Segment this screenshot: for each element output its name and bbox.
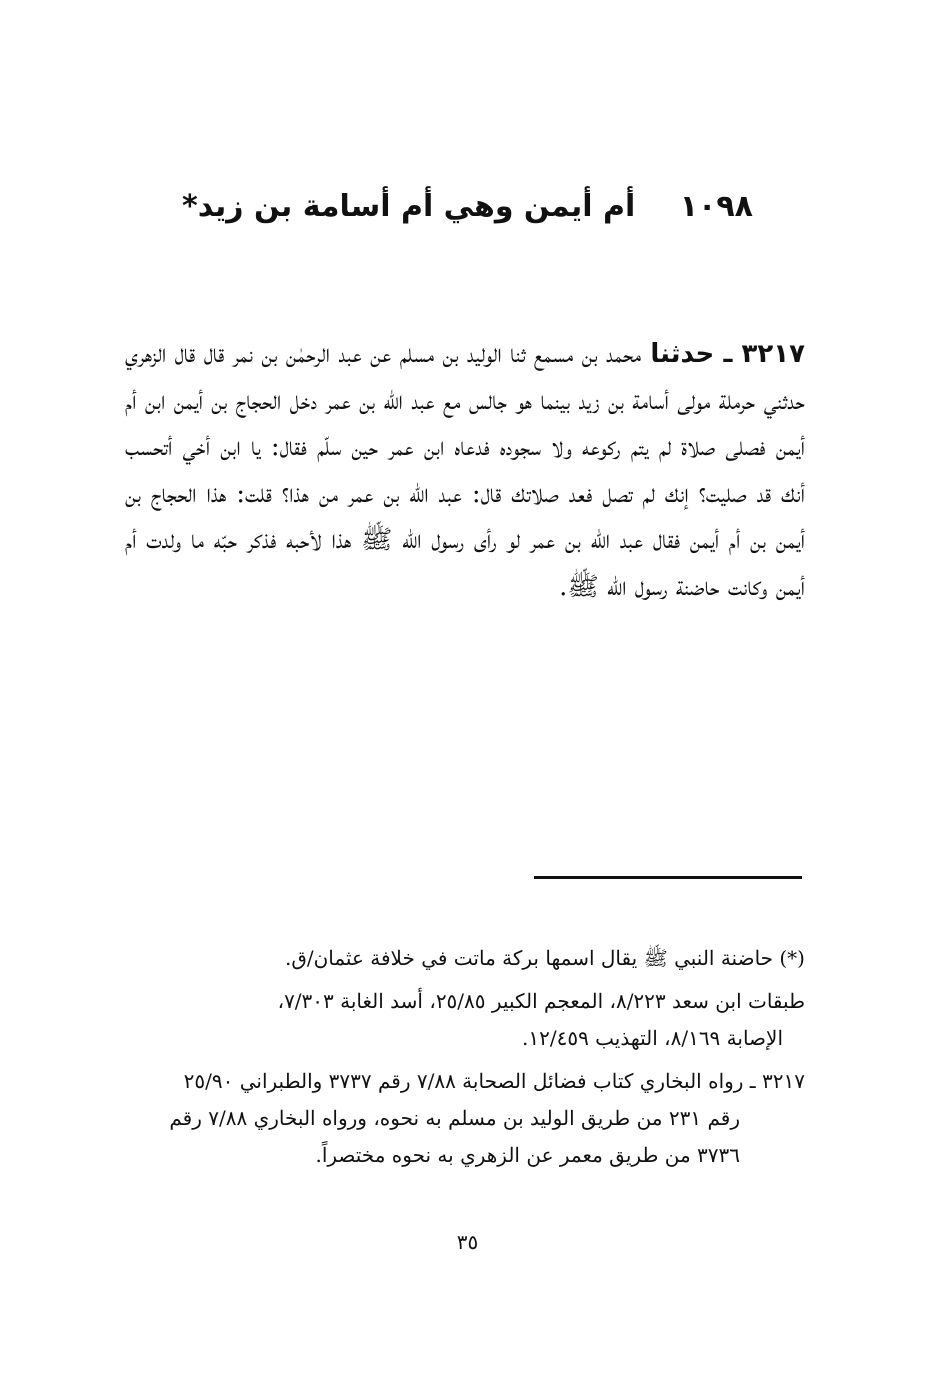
page-number: ٣٥ [456,1230,479,1254]
footnote-hadith-lead: ٣٢١٧ ـ رواه البخاري كتاب فضائل الصحابة ٧/٨٨ رقم ٣٧٣٧ والطبراني ٢٥/٩٠ [183,1069,805,1093]
footnote-chapter-text: (*) حاضنة النبي ﷺ يقال اسمها بركة ماتت في خلافة عثمان/ق. [284,946,805,970]
footnote-hadith [130,1063,805,1174]
footnote-sources-line2: الإصابة ٨/١٦٩، التهذيب ١٢/٤٥٩. [522,1026,783,1050]
hadith-number-group [641,339,805,369]
chapter-heading [120,180,815,234]
hadith-lead: حدثنا [650,339,715,369]
footnote-sources-line1: طبقات ابن سعد ٨/٢٢٣، المعجم الكبير ٢٥/٨٥، أسد الغابة ٧/٣٠٣، [277,989,805,1013]
hadith-paragraph [125,331,805,610]
chapter-title: أم أيمن وهي أم أسامة بن زيد* [182,189,636,225]
footnotes [130,940,805,1180]
footnote-hadith-rest: رقم ٢٣١ من طريق الوليد بن مسلم به نحوه، ورواه البخاري ٧/٨٨ رقم ٣٧٣٦ من طريق معمر عن الزهري به نحوه مختصراً. [169,1106,740,1167]
footnote-sources [130,983,805,1057]
footnote-chapter [130,940,805,977]
footnote-separator [534,876,802,879]
chapter-number: ١٠٩٨ [679,189,753,225]
hadith-text: محمد بن مسمع ثنا الوليد بن مسلم عن عبد الرحمٰن بن نمر قال قال الزهري حدثني حرملة مولى أسامة بن زيد بينما هو جالس مع عبد الله بن عمر دخل الحجاج بن أيمن ابن أم أيمن فصلى صلاة لم يتم ركوعه ولا سجوده فدعاه ابن عمر حين سلّم فقال: يا ابن أخي أتحسب أنك قد صليت؟ إنك لم تصل فعد صلاتك قال: عبد الله بن عمر من هذا؟ قلت: هذا الحجاج بن أيمن بن أم أيمن فقال عبد الله بن عمر لو رأى رسول الله ﷺ هذا لأحبه فذكر حبّه ما ولدت أم أيمن وكانت حاضنة رسول الله ﷺ. [125,339,805,602]
hadith-number: ٣٢١٧ ـ [723,339,805,369]
